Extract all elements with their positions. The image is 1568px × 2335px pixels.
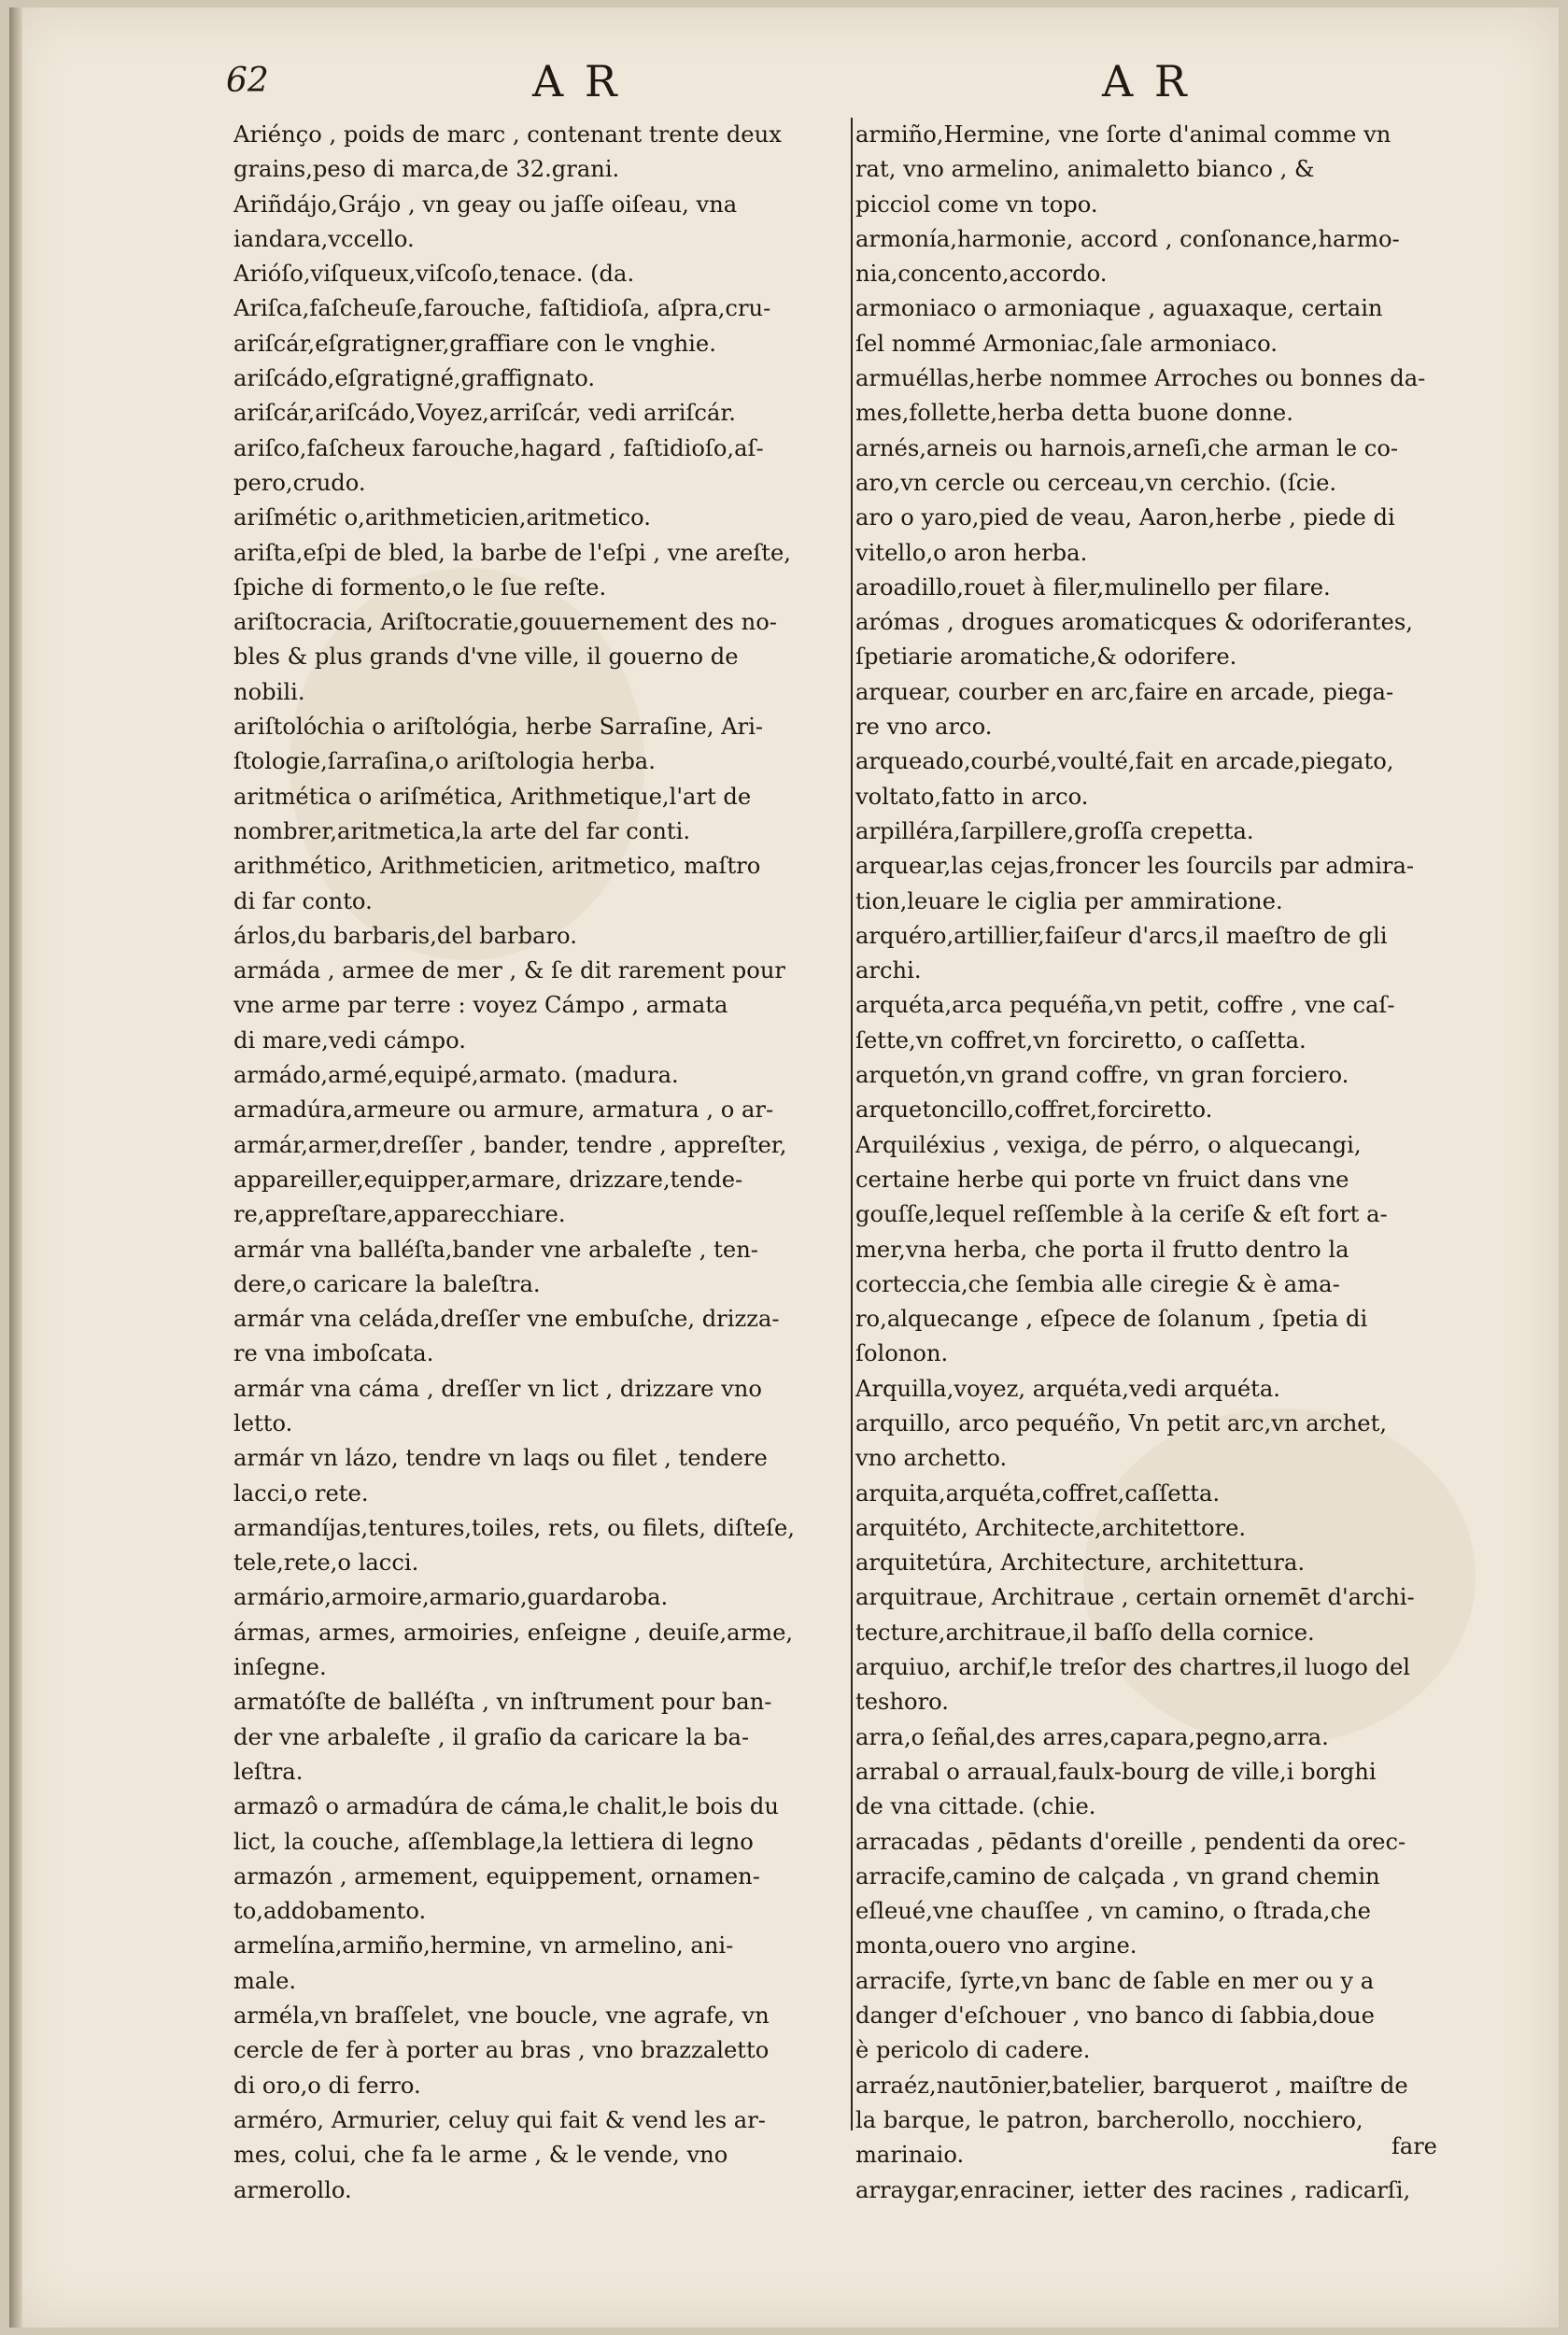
dictionary-line: lict, la couche, aſſemblage,la lettiera di legno (233, 1828, 754, 1855)
dictionary-line: armádo,armé,equipé,armato. (madura. (233, 1062, 679, 1089)
dictionary-line: nia,concento,accordo. (855, 261, 1108, 288)
dictionary-line: árlos,du barbaris,del barbaro. (233, 922, 577, 949)
dictionary-line: armelína,armiño,hermine, vn armelino, ani- (233, 1932, 734, 1960)
dictionary-line: arquillo, arco pequéño, Vn petit arc,vn archet, (855, 1409, 1388, 1436)
dictionary-line: arraéz,nautōnier,batelier, barquerot , maiſtre de (855, 2072, 1408, 2099)
dictionary-line: vitello,o aron herba. (855, 539, 1088, 566)
dictionary-line: arrabal o arraual,faulx-bourg de ville,i borghi (855, 1758, 1377, 1785)
dictionary-line: Arióſo,viſqueux,viſcoſo,tenace. (da. (233, 261, 635, 288)
dictionary-line: pero,crudo. (233, 469, 366, 496)
dictionary-line: Ariſca,faſcheuſe,farouche, faſtidioſa, aſpra,cru- (233, 295, 771, 322)
right-column (855, 118, 1472, 2208)
dictionary-line: rat, vno armelino, animaletto bianco , & (855, 156, 1315, 183)
dictionary-line: tion,leuare le ciglia per ammiratione. (855, 887, 1283, 914)
dictionary-line: teshoro. (855, 1689, 949, 1716)
dictionary-line: ro,alquecange , eſpece de ſolanum , ſpetia di (855, 1306, 1368, 1333)
dictionary-line: armuéllas,herbe nommee Arroches ou bonnes da- (855, 365, 1426, 392)
dictionary-line: ſpetiarie aromatiche,& odorifere. (855, 644, 1237, 671)
dictionary-line: aro,vn cercle ou cerceau,vn cerchio. (ſcie. (855, 469, 1337, 496)
page-header (9, 56, 1559, 118)
dictionary-line: armár vna balléſta,bander vne arbaleſte , ten- (233, 1236, 758, 1263)
dictionary-line: lacci,o rete. (233, 1479, 369, 1507)
dictionary-line: Ariénço , poids de marc , contenant trente deux (233, 121, 782, 148)
dictionary-line: arquéta,arca pequéña,vn petit, coffre , vne caſ- (855, 992, 1395, 1019)
catchword: fare (1391, 2133, 1437, 2159)
dictionary-line: armoniaco o armoniaque , aguaxaque, certain (855, 295, 1383, 322)
binding-gutter (9, 7, 22, 2328)
dictionary-line: arqueado,courbé,voulté,fait en arcade,piegato, (855, 748, 1394, 775)
dictionary-line: ariſco,faſcheux farouche,hagard , faſtidioſo,aſ- (233, 434, 764, 461)
dictionary-line: de vna cittade. (chie. (855, 1793, 1096, 1820)
dictionary-line: corteccia,che ſembia alle ciregie & è ama- (855, 1270, 1340, 1297)
dictionary-line: armazón , armement, equippement, ornamen- (233, 1862, 760, 1889)
dictionary-line: armáda , armee de mer , & ſe dit rarement pour (233, 957, 785, 984)
dictionary-line: nobili. (233, 678, 305, 705)
dictionary-line: leſtra. (233, 1758, 304, 1785)
dictionary-line: vne arme par terre : voyez Cámpo , armata (233, 992, 728, 1019)
dictionary-line: danger d'eſchouer , vno banco di ſabbia,doue (855, 2002, 1375, 2030)
dictionary-line: grains,peso di marca,de 32.grani. (233, 156, 620, 183)
running-head-left: A R (532, 56, 621, 106)
dictionary-line: arquetón,vn grand coffre, vn gran forciero. (855, 1062, 1349, 1089)
dictionary-line: mer,vna herba, che porta il frutto dentro la (855, 1236, 1349, 1263)
dictionary-line: voltato,fatto in arco. (855, 783, 1089, 810)
dictionary-line: armatóſte de balléſta , vn inſtrument pour ban- (233, 1689, 772, 1716)
dictionary-line: arómas , drogues aromaticques & odoriferantes, (855, 609, 1413, 636)
dictionary-line: arracife, ſyrte,vn banc de ſable en mer ou y a (855, 1967, 1375, 1994)
dictionary-line: ariſcár,eſgratigner,graffiare con le vnghie. (233, 330, 716, 357)
dictionary-line: eſleué,vne chauſſee , vn camino, o ſtrada,che (855, 1898, 1371, 1925)
dictionary-line: marinaio. (855, 2142, 965, 2169)
dictionary-line: di mare,vedi cámpo. (233, 1026, 466, 1054)
left-column (233, 118, 850, 2208)
dictionary-line: di oro,o di ferro. (233, 2072, 421, 2099)
dictionary-line: arquitetúra, Architecture, architettura. (855, 1550, 1306, 1577)
dictionary-line: Ariñdájo,Grájo , vn geay ou jaſſe oiſeau, vna (233, 191, 738, 218)
dictionary-line: der vne arbaleſte , il graſio da caricare la ba- (233, 1723, 750, 1750)
dictionary-line: cercle de fer à porter au bras , vno brazzaletto (233, 2037, 770, 2064)
dictionary-line: armerollo. (233, 2176, 352, 2203)
dictionary-line: ariſcár,ariſcádo,Voyez,arriſcár, vedi arriſcár. (233, 400, 736, 427)
dictionary-line: aroadillo,rouet à filer,mulinello per filare. (855, 573, 1331, 601)
dictionary-line: armár vn lázo, tendre vn laqs ou filet , tendere (233, 1445, 768, 1472)
dictionary-line: arpilléra,ſarpillere,groſſa crepetta. (855, 817, 1254, 844)
dictionary-line: letto. (233, 1409, 293, 1436)
dictionary-line: re vna imboſcata. (233, 1340, 434, 1367)
dictionary-line: arméla,vn braſſelet, vne boucle, vne agrafe, vn (233, 2002, 770, 2030)
dictionary-line: armadúra,armeure ou armure, armatura , o ar- (233, 1097, 774, 1124)
dictionary-line: re vno arco. (855, 714, 993, 741)
dictionary-line: la barque, le patron, barcherollo, nocchiero, (855, 2106, 1363, 2133)
dictionary-line: ariſta,eſpi de bled, la barbe de l'eſpi , vne areſte, (233, 539, 791, 566)
dictionary-line: iandara,vccello. (233, 225, 415, 252)
dictionary-line: armár vna cáma , dreſſer vn lict , drizzare vno (233, 1375, 762, 1402)
dictionary-line: ariſmétic o,arithmeticien,aritmetico. (233, 504, 651, 531)
dictionary-line: mes, colui, che fa le arme , & le vende, vno (233, 2142, 728, 2169)
dictionary-line: di far conto. (233, 887, 373, 914)
dictionary-line: Arquiléxius , vexiga, de pérro, o alquecangi, (855, 1131, 1362, 1158)
dictionary-line: aro o yaro,pied de veau, Aaron,herbe , piede di (855, 504, 1395, 531)
dictionary-line: armár,armer,dreſſer , bander, tendre , appreſter, (233, 1131, 787, 1158)
dictionary-line: arméro, Armurier, celuy qui fait & vend les ar- (233, 2106, 766, 2133)
dictionary-line: gouſſe,lequel reſſemble à la ceriſe & eſt fort a- (855, 1201, 1388, 1228)
dictionary-line: arquear,las cejas,froncer les ſourcils par admira- (855, 853, 1415, 880)
dictionary-line: arracife,camino de calçada , vn grand chemin (855, 1862, 1380, 1889)
dictionary-line: mes,follette,herba detta buone donne. (855, 400, 1293, 427)
column-rule (851, 118, 853, 2130)
dictionary-line: armonía,harmonie, accord , conſonance,harmo- (855, 225, 1400, 252)
dictionary-line: arquitéto, Architecte,architettore. (855, 1514, 1247, 1541)
dictionary-line: ariſtolóchia o ariſtológia, herbe Sarraſine, Ari- (233, 714, 764, 741)
dictionary-line: aritmética o ariſmética, Arithmetique,l'art de (233, 783, 752, 810)
dictionary-line: vno archetto. (855, 1445, 1008, 1472)
book-page (9, 7, 1559, 2328)
dictionary-line: ariſtocracia, Ariſtocratie,gouuernement des no- (233, 609, 777, 636)
dictionary-line: arquiuo, archif,le treſor des chartres,il luogo del (855, 1654, 1411, 1681)
dictionary-line: armário,armoire,armario,guardaroba. (233, 1584, 669, 1611)
dictionary-line: bles & plus grands d'vne ville, il gouerno de (233, 644, 739, 671)
dictionary-line: dere,o caricare la baleſtra. (233, 1270, 541, 1297)
dictionary-line: picciol come vn topo. (855, 191, 1098, 218)
dictionary-line: armiño,Hermine, vne ſorte d'animal comme vn (855, 121, 1391, 148)
dictionary-line: to,addobamento. (233, 1898, 427, 1925)
dictionary-line: certaine herbe qui porte vn fruict dans vne (855, 1166, 1349, 1193)
page-number: 62 (226, 62, 269, 100)
dictionary-line: appareiller,equipper,armare, drizzare,tende- (233, 1166, 743, 1193)
dictionary-line: è pericolo di cadere. (855, 2037, 1091, 2064)
dictionary-line: ſolonon. (855, 1340, 949, 1367)
dictionary-line: male. (233, 1967, 297, 1994)
dictionary-line: nombrer,aritmetica,la arte del far conti. (233, 817, 691, 844)
dictionary-line: arquear, courber en arc,faire en arcade, piega- (855, 678, 1394, 705)
dictionary-line: arra,o ſeñal,des arres,capara,pegno,arra. (855, 1723, 1329, 1750)
running-head-right: A R (1102, 56, 1191, 106)
dictionary-line: arraygar,enraciner, ietter des racines , radicarſi, (855, 2176, 1411, 2203)
dictionary-line: armár vna celáda,dreſſer vne embuſche, drizza- (233, 1306, 780, 1333)
dictionary-line: ſtologie,ſarraſina,o ariſtologia herba. (233, 748, 656, 775)
dictionary-line: tecture,architraue,il baſſo della cornice. (855, 1619, 1315, 1646)
dictionary-line: arquetoncillo,coffret,forciretto. (855, 1097, 1213, 1124)
dictionary-line: Arquilla,voyez, arquéta,vedi arquéta. (855, 1375, 1280, 1402)
dictionary-line: arracadas , pēdants d'oreille , pendenti da orec- (855, 1828, 1406, 1855)
dictionary-line: ſel nommé Armoniac,ſale armoniaco. (855, 330, 1278, 357)
dictionary-line: archi. (855, 957, 922, 984)
dictionary-line: re,appreſtare,apparecchiare. (233, 1201, 566, 1228)
dictionary-line: arquita,arquéta,coffret,caſſetta. (855, 1479, 1221, 1507)
dictionary-line: armazô o armadúra de cáma,le chalit,le bois du (233, 1793, 779, 1820)
dictionary-line: tele,rete,o lacci. (233, 1550, 419, 1577)
dictionary-line: ármas, armes, armoiries, enſeigne , deuiſe,arme, (233, 1619, 794, 1646)
dictionary-line: monta,ouero vno argine. (855, 1932, 1137, 1960)
dictionary-line: ſpiche di formento,o le ſue reſte. (233, 573, 607, 601)
dictionary-line: ſette,vn coffret,vn forciretto, o caſſetta. (855, 1026, 1307, 1054)
dictionary-line: arithmético, Arithmeticien, aritmetico, maſtro (233, 853, 761, 880)
dictionary-line: ariſcádo,eſgratigné,graffignato. (233, 365, 596, 392)
dictionary-line: arnés,arneis ou harnois,arneſi,che arman le co- (855, 434, 1399, 461)
dictionary-line: armandíjas,tentures,toiles, rets, ou filets, diſteſe, (233, 1514, 795, 1541)
dictionary-line: arquéro,artillier,faiſeur d'arcs,il maeſtro de gli (855, 922, 1388, 949)
dictionary-line: arquitraue, Architraue , certain ornemēt d'archi- (855, 1584, 1415, 1611)
dictionary-line: inſegne. (233, 1654, 327, 1681)
